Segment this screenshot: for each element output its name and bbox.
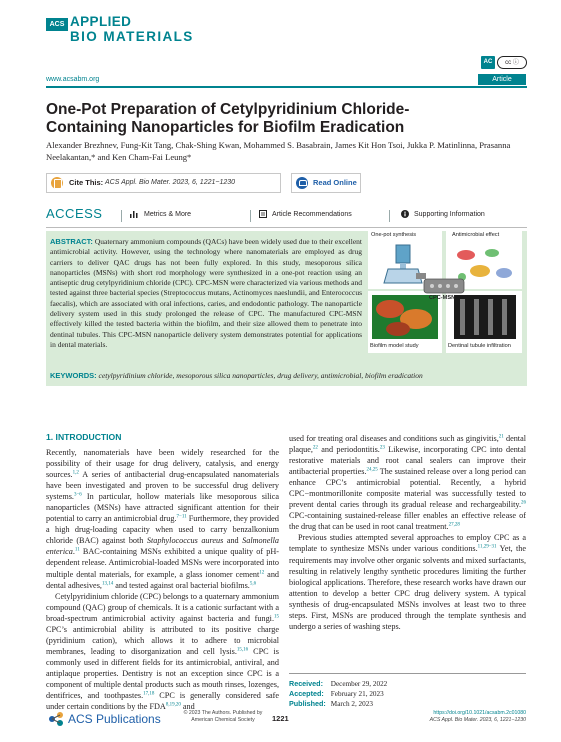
cite-label: Cite This: bbox=[69, 178, 104, 187]
journal-name-line2: BIO MATERIALS bbox=[70, 29, 194, 44]
paper-title: One-Pot Preparation of Cetylpyridinium Chloride-Containing Nanoparticles for Biofilm Eradication bbox=[46, 101, 410, 136]
access-rule bbox=[46, 227, 527, 228]
access-divider bbox=[121, 210, 122, 222]
doi-link[interactable]: https://doi.org/10.1021/acsabm.2c01080 bbox=[433, 710, 526, 716]
article-type-tag: Article bbox=[478, 74, 526, 85]
read-online-label: Read Online bbox=[313, 178, 357, 187]
toc-label-dentinal: Dentinal tubule infiltration bbox=[448, 343, 511, 349]
keywords-list: cetylpyridinium chloride, mesoporous silica nanoparticles, drug delivery, antimicrobial, biofilm eradication bbox=[98, 371, 423, 380]
cite-this-box[interactable] bbox=[46, 173, 281, 193]
toc-label-synthesis: One-pot synthesis bbox=[371, 232, 417, 238]
access-label: ACCESS bbox=[46, 206, 103, 221]
accepted-date-row bbox=[289, 689, 384, 698]
published-date: March 2, 2023 bbox=[330, 700, 373, 708]
cite-reference: ACS Appl. Bio Mater. 2023, 6, 1221−1230 bbox=[105, 178, 236, 186]
copyright-line2: American Chemical Society bbox=[191, 716, 255, 723]
copyright-line1: © 2023 The Authors. Published by bbox=[183, 710, 263, 716]
footer-citation: ACS Appl. Bio Mater. 2023, 6, 1221−1230 bbox=[429, 716, 526, 723]
accepted-date: February 21, 2023 bbox=[330, 690, 384, 698]
read-online-icon bbox=[296, 177, 308, 189]
publisher-name[interactable]: ACS Publications bbox=[68, 712, 161, 726]
ac-open-access-icon[interactable]: AC bbox=[481, 56, 495, 69]
supporting-info-icon bbox=[401, 210, 409, 218]
received-date: December 29, 2022 bbox=[330, 680, 388, 688]
supporting-information-link[interactable]: Supporting Information bbox=[414, 211, 485, 218]
intro-paragraph-3: Previous studies attempted several approaches to employ CPC as a template to synthesize MSNs under various conditions.$^{11,29-31}$ Yet, the requirements may involve other organic solvents and mixed surfactants, resulting in relatively lengthy synthetic procedures limiting the further biological applications. Therefore, these research works have drawn our attention to develop a better CPC drug delivery system. A typical synthesis of drug-encapsulated MSNs involves at least two to three steps. First, MSNs are produced through the template synthesis and undergo a series of washing steps. bbox=[289, 533, 527, 631]
site-url-link[interactable]: www.acsabm.org bbox=[46, 76, 100, 83]
toc-graphic bbox=[366, 229, 524, 357]
intro-paragraph-1: Recently, nanomaterials have been widely researched for the possibility of their usage for drug delivery, catalysis, and energy sources.$^{1,2}$ A series of antibacterial drug-encapsulated nanomaterials have been investigated and proven to be successful drug delivery systems.$^{3-6}$ In particular, hollow materials like mesoporous silica nanoparticles (MSNs) have attracted significant attention for their potential to carry an antimicrobial drug.$^{7-11}$ Furthermore, they provided a high drug-loading capacity when used to carry benzalkonium chloride (BAC) against both Staphylococcus aureus and Salmonella enterica.$^{11}$ BAC-containing MSNs exhibited a unique quality of pH-dependent release. Antimicrobial-loaded MSNs were incorporated into multiple dental materials, for example, a glass ionomer cement$^{12}$ and dental adhesives,$^{13,14}$ and tested against oral bacterial biofilms.$^{5,6}$ bbox=[46, 448, 280, 590]
acs-badge: ACS bbox=[46, 18, 68, 31]
toc-label-biofilm: Biofilm model study bbox=[370, 343, 419, 349]
toc-label-antimicrobial: Antimicrobial effect bbox=[452, 232, 500, 238]
access-divider bbox=[389, 210, 390, 222]
published-date-row bbox=[289, 699, 373, 708]
access-divider bbox=[250, 210, 251, 222]
published-label: Published: bbox=[289, 699, 326, 708]
intro-paragraph-2-cont: used for treating oral diseases and conditions such as gingivitis,$^{21}$ dental plaque,$^{22}$ and periodontitis.$^{23}$ Likewise, incorporating CPC into dental restorative materials and root canal sealers can improve their antibacterial properties.$^{24,25}$ The sustained release over a long period can enhance CPC’s antimicrobial potential. Recently, a hybrid CPC−montmorillonite composite material was successfully tested to prevent dental caries through its gradual release and rechargeability.$^{26}$ CPC-containing sustained-release filler enables an effective release of the drug that can be used in root canal treatment.$^{27,28}$ bbox=[289, 434, 526, 532]
keywords-line bbox=[50, 371, 520, 381]
received-label: Received: bbox=[289, 679, 323, 688]
read-online-button[interactable] bbox=[291, 173, 361, 193]
received-date-row bbox=[289, 679, 387, 688]
abstract-body: Quaternary ammonium compounds (QACs) have been widely used due to their excellent antimicrobial activity. However, using the technology where nanomaterials are employed as drug carriers to deliver QAC drugs has not been fully explored. In this study, mesoporous silica nanoparticles (MSNs) with short rod morphology were synthesized in a one-pot reaction using an antiseptic drug cetylpyridinium chloride (CPC). CPC-MSN were characterized via various methods and tested against three bacterial species (Streptococcus mutans, Actinomyces naeslundii, and Enterococcus faecalis), which are associated with oral infections, caries, and endodontic pathology. The nanoparticle delivery system used in this study prolonged the release of CPC. The manufactured CPC-MSN effectively killed the tested bacteria within the biofilm, and their size allowed them to penetrate into dentinal tubules. This CPC-MSN nanoparticle delivery system demonstrates potential for applications in dental materials. bbox=[50, 237, 363, 349]
article-recommendations-icon bbox=[259, 210, 267, 218]
dates-rule bbox=[289, 673, 526, 674]
abstract-paragraph bbox=[50, 237, 362, 350]
toc-label-cpc-msn: CPC-MSN bbox=[429, 295, 456, 301]
acs-publications-logo-icon bbox=[46, 709, 66, 729]
header-rule bbox=[46, 86, 527, 88]
quote-icon bbox=[51, 177, 63, 189]
copyright-notice bbox=[168, 710, 278, 723]
creative-commons-icon[interactable]: cc ⓘ bbox=[497, 56, 527, 69]
accepted-label: Accepted: bbox=[289, 689, 324, 698]
metrics-bar-chart-icon bbox=[130, 210, 138, 218]
journal-name-line1: APPLIED bbox=[70, 14, 132, 29]
author-list: Alexander Brezhnev, Fung-Kit Tang, Chak-Shing Kwan, Mohammed S. Basabrain, James Kit Hon Tsoi, Jukka P. Matinlinna, Prasanna Neelakantan,* and Ken Cham-Fai Leung* bbox=[46, 140, 511, 162]
article-recommendations-link[interactable]: Article Recommendations bbox=[272, 211, 352, 218]
page-number: 1221 bbox=[272, 714, 289, 723]
body-column-left bbox=[46, 447, 279, 712]
section-heading-introduction: 1. INTRODUCTION bbox=[46, 432, 122, 442]
metrics-and-more-link[interactable]: Metrics & More bbox=[144, 211, 192, 218]
keywords-heading: KEYWORDS: bbox=[50, 371, 97, 380]
intro-paragraph-2: Cetylpyridinium chloride (CPC) belongs to a quaternary ammonium compound (QAC) group of chemicals. It is a cationic surfactant with a broad-spectrum antimicrobial activity against bacteria and fungi.$^{15}$ CPC’s antimicrobial ability is attributed to its positive charge (pyridinium cation), which allows it to adhere to microbial membranes, leading to disorganization and cell lysis.$^{15,16}$ CPC is commonly used in different fields for its antimicrobial, antiviral, and antiplaque properties. Dentistry is not an exception since CPC is a component of multiple dental products such as mouth rinses, lozenges, dentifrices, and toothpastes.$^{17,18}$ CPC is generally considered safe under certain conditions by the FDA$^{8,19,20}$ and bbox=[46, 591, 279, 712]
toc-cpc-msn-center bbox=[418, 275, 470, 305]
body-column-right bbox=[289, 433, 526, 632]
abstract-heading: ABSTRACT: bbox=[50, 237, 93, 246]
